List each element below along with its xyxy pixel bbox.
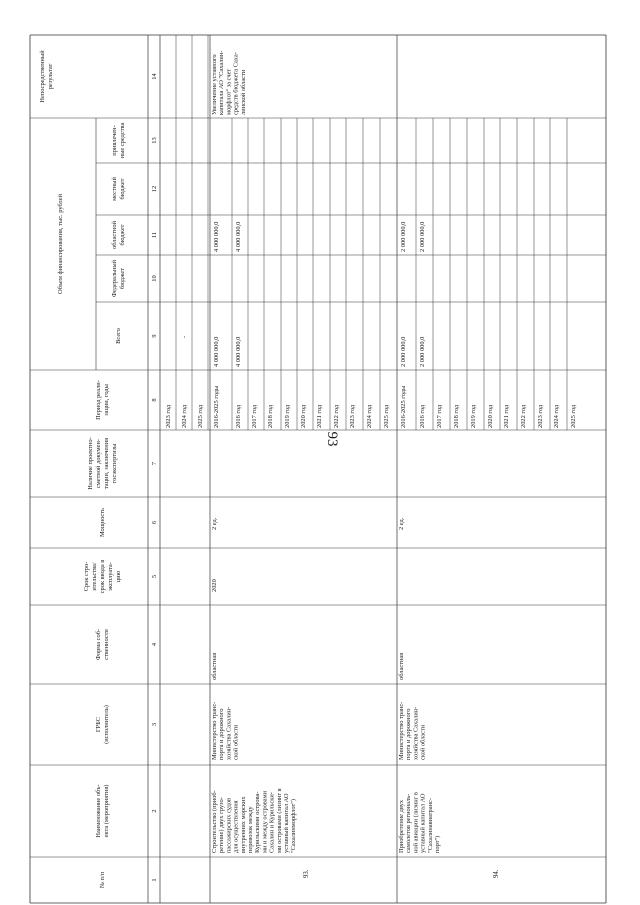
header-col10-line-1: Федеральный — [111, 259, 118, 298]
header-col7-line-1: Наличие проектно- — [87, 437, 94, 490]
row-94-name-line: порт") — [434, 835, 441, 853]
column-number-9: 9 — [151, 334, 158, 338]
header-col7-line-4: госэкспертизы — [111, 443, 118, 484]
header-col2-line-2: екта (мероприятия) — [103, 784, 110, 838]
header-col8-line-2: зации, годы — [103, 384, 110, 416]
row-93-term: 2020 — [211, 579, 218, 592]
row-93-result-line: линской области — [239, 69, 247, 115]
column-number-10: 10 — [151, 275, 158, 282]
row-93-name-line: "Сахалинморфлот") — [290, 799, 298, 853]
header-col5-line-3: срок ввода в — [99, 559, 106, 594]
row-93-period: 2023 год — [349, 404, 356, 428]
row-93-grbs-line: порта и дорожного — [218, 708, 226, 760]
row-94-name-line: "Сахалинавиатранс- — [426, 798, 434, 853]
row-93-grbs-line: ской области — [232, 724, 240, 760]
row-93-total: 4 000 000,0 — [213, 336, 220, 367]
row-93-name-line: Курильскими острова- — [254, 791, 262, 853]
header-col11-line-1: областной — [111, 221, 118, 249]
row-93-name-line: перевозок между — [247, 806, 254, 853]
row-94-grbs-line: Министерство транс- — [398, 701, 405, 760]
page-number: 93 — [324, 431, 340, 447]
row-94-total: 2 000 000,0 — [400, 336, 407, 367]
table-text — [39, 50, 577, 888]
header-col14-line-1: Непосредственный — [39, 50, 46, 103]
prev-row-period: 2025 год — [197, 404, 204, 428]
header-col8-line-1: Период реали- — [95, 380, 102, 420]
row-93-name-line: ми островами (лизинг в — [275, 788, 283, 853]
row-94-regional: 2 000 000,0 — [400, 221, 407, 252]
row-93-period: 2016-2025 годы — [213, 385, 220, 428]
header-col3-line-1: ГРБС — [95, 716, 102, 733]
row-94-period: 2021 год — [503, 404, 510, 428]
row-94-grbs-line: ской области — [419, 724, 427, 760]
column-number-4: 4 — [151, 642, 158, 647]
row-93-name-line: для осуществления — [232, 800, 240, 853]
column-number-7: 7 — [151, 461, 158, 466]
column-number-6: 6 — [151, 520, 158, 525]
row-94-name-line: уставный капитал АО — [419, 793, 427, 853]
row-93-result-line: капитала АО "Сахалин- — [218, 50, 226, 115]
row-94-number: 94. — [493, 869, 500, 878]
row-94-regional: 2 000 000,0 — [419, 221, 426, 252]
row-94-period: 2024 год — [553, 404, 560, 428]
row-94-name-line: ной авиации (лизинг в — [412, 792, 420, 853]
row-93-capacity: 2 ед. — [211, 517, 218, 530]
header-col10-line-2: бюджет — [119, 268, 126, 289]
row-93-regional: 4 000 000,0 — [213, 221, 220, 252]
row-94-grbs-line: хозяйства Сахалин- — [412, 706, 420, 760]
row-93-period: 2017 год — [251, 404, 258, 428]
prev-row-period: 2024 год — [181, 404, 188, 428]
row-94-name-line: самолетов региональ- — [405, 793, 413, 853]
row-93-period: 2025 год — [383, 404, 390, 428]
header-col12-line-1: местный — [111, 177, 118, 201]
header-col13-line-2: ные средства — [119, 122, 126, 159]
row-94-period: 2020 год — [487, 404, 494, 428]
row-93-name-line: уставный капитал АО — [283, 793, 290, 853]
column-number-11: 11 — [151, 231, 158, 239]
row-94-name-line: Приобретение двух — [398, 799, 405, 853]
header-col7-line-2: сметной докумен- — [95, 438, 102, 489]
row-93-period: 2020 год — [300, 404, 307, 428]
row-94-period: 2018 год — [453, 404, 460, 428]
column-number-1: 1 — [151, 878, 158, 882]
row-93-period: 2018 год — [267, 404, 274, 428]
row-93-result-line: средств бюджета Саха- — [232, 52, 240, 115]
header-col5-line-4: эксплуата- — [107, 562, 114, 591]
row-93-number: 93. — [303, 869, 310, 878]
row-94-period: 2019 год — [470, 404, 477, 428]
prev-row-period: 2023 год — [165, 404, 172, 428]
row-93-period: 2019 год — [284, 404, 291, 428]
row-93-period: 2024 год — [366, 404, 373, 428]
header-col6-line-1: Мощность — [99, 508, 106, 537]
row-93-name-line: внутренних морских — [239, 796, 247, 853]
header-col2-line-1: Наименование объ- — [95, 784, 102, 838]
header-col5-line-2: ительства/ — [91, 562, 98, 591]
header-funding-group: Объем финансирования, тыс. рублей — [57, 194, 64, 294]
header-col5-line-5: цию — [115, 570, 122, 583]
header-col11-line-2: бюджет — [119, 224, 126, 246]
row-94-ownership: областная — [398, 652, 405, 680]
column-number-3: 3 — [151, 722, 158, 727]
column-number-5: 5 — [151, 574, 158, 579]
header-col14-line-2: результат — [47, 63, 54, 90]
row-93-name-line: Сахалин и Курильски- — [268, 792, 276, 853]
row-94-grbs-line: порта и дорожного — [405, 708, 413, 760]
row-93-regional: 4 000 000,0 — [235, 221, 242, 252]
row-93-total: 4 000 000,0 — [235, 336, 242, 367]
row-93-result-line: Увеличение уставного — [211, 54, 218, 115]
column-number-12: 12 — [151, 185, 158, 193]
row-93-name-line: пассажирских судов — [225, 797, 233, 853]
header-col1-line-1: № п/п — [99, 871, 106, 889]
prev-row-total-dash: - — [181, 335, 188, 338]
header-col12-line-2: бюджет — [119, 178, 126, 200]
header-col13-line-1: привлечен- — [111, 125, 118, 156]
row-93-name-line: Строительство (приоб- — [211, 790, 218, 853]
row-93-grbs-line: Министерство транс- — [211, 701, 218, 760]
row-94-period: 2017 год — [436, 404, 443, 428]
row-94-period: 2023 год — [537, 404, 544, 428]
row-93-period: 2021 год — [316, 404, 323, 428]
row-93-name-line: ретение) двух грузо- — [218, 797, 226, 853]
row-94-period: 2022 год — [520, 404, 527, 428]
header-col9-line-1: Всего — [115, 328, 122, 344]
column-number-2: 2 — [151, 809, 158, 813]
column-number-13: 13 — [151, 137, 158, 144]
header-col7-line-3: тации, заключения — [103, 437, 110, 490]
column-number-14: 14 — [151, 73, 158, 80]
column-number-8: 8 — [151, 398, 158, 402]
header-col5-line-1: Срок стро- — [83, 561, 90, 592]
row-94-period: 2016-2025 годы — [400, 385, 407, 428]
row-94-period: 2025 год — [570, 404, 577, 428]
header-col4-line-2: ственности — [103, 629, 110, 660]
row-93-name-line: ми и между островами — [261, 790, 269, 853]
header-col3-line-2: (исполнитель) — [103, 705, 110, 744]
row-93-period: 2016 год — [235, 404, 242, 428]
header-col4-line-1: Форма соб- — [95, 628, 102, 661]
row-93-period: 2022 год — [333, 404, 340, 428]
row-93-result-line: морфлот" за счет — [225, 68, 233, 115]
row-93-ownership: областная — [211, 652, 218, 680]
row-93-grbs-line: хозяйства Сахалин- — [225, 706, 233, 760]
row-94-total: 2 000 000,0 — [419, 336, 426, 367]
row-94-period: 2016 год — [419, 404, 426, 428]
row-94-capacity: 2 ед. — [398, 517, 405, 530]
